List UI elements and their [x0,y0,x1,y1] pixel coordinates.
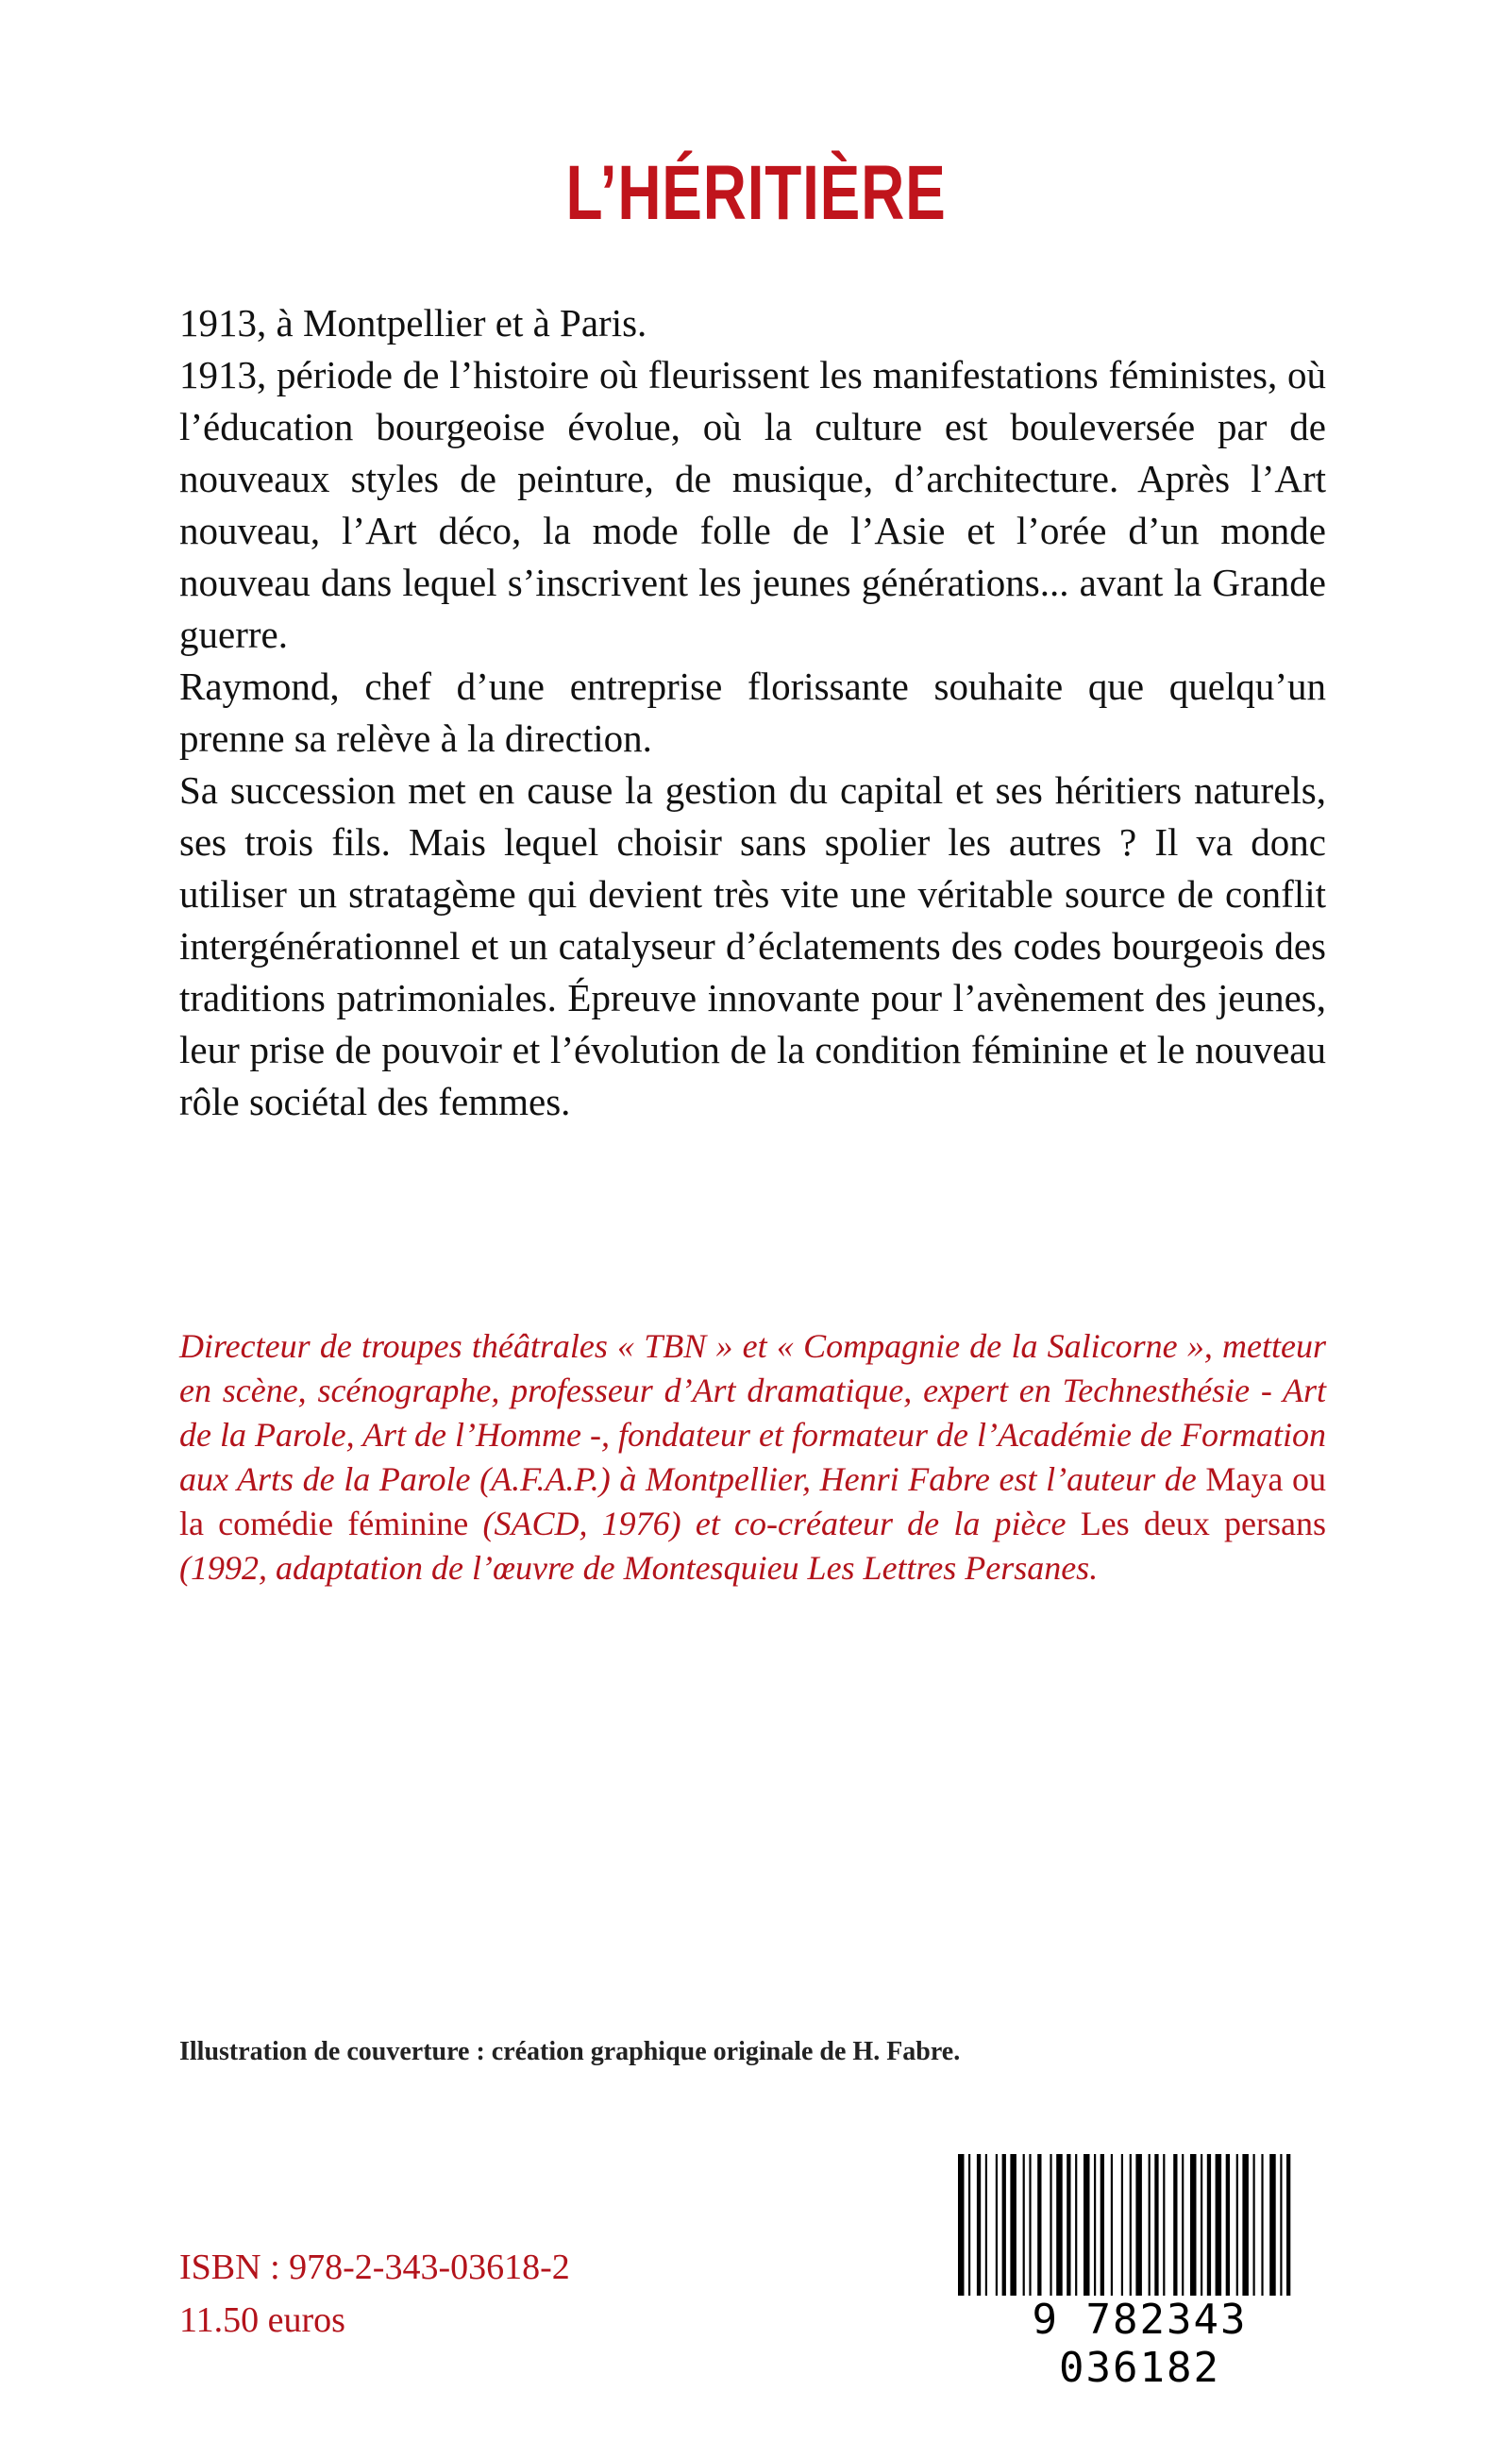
barcode-bar [1207,2154,1211,2296]
bio-text: (SACD, 1976) et co-créateur de la pièce [468,1505,1081,1542]
barcode-bar [1010,2154,1016,2296]
bio-text: (1992, adaptation de l’œuvre de Montesquieu Les Lettres Persanes. [179,1549,1099,1587]
summary-paragraph: Sa succession met en cause la gestion du capital et ses héritiers naturels, ses trois fils. Mais lequel choisir sans spolier les autres ? Il va donc utiliser un stratagème qui devient très vite une véritable source de conflit intergénérationnel et un catalyseur d’éclatements des codes bourgeois des traditions patrimoniales. Épreuve innovante pour l’avènement des jeunes, leur prise de pouvoir et l’évolution de la condition féminine et le nouveau rôle sociétal des femmes. [179,768,1326,1123]
barcode-bar [968,2154,970,2296]
barcode-bar [1163,2154,1165,2296]
summary-paragraph: 1913, à Montpellier et à Paris. [179,301,647,345]
barcode [949,2154,1331,2392]
barcode-bar [1135,2154,1142,2296]
barcode-bar [1050,2154,1051,2296]
price-label: 11.50 euros [179,2300,345,2340]
barcode-bar [977,2154,981,2296]
book-title: L’HÉRITIÈRE [565,150,947,236]
author-biography [179,1324,1326,1591]
barcode-bar [1201,2154,1202,2296]
bio-work-title: Maya ou la comédie féminine [179,1460,1326,1542]
summary-paragraph: Raymond, chef d’une entreprise florissante souhaite que quelqu’un prenne sa relève à la direction. [179,665,1326,760]
barcode-bar [1173,2154,1177,2296]
barcode-bar [1216,2154,1222,2296]
barcode-bar [1067,2154,1070,2296]
barcode-bar [1084,2154,1090,2296]
barcode-bar [1182,2154,1184,2296]
barcode-bar [1037,2154,1041,2296]
barcode-bar [1094,2154,1096,2296]
barcode-bar [1261,2154,1263,2296]
barcode-bar [1236,2154,1238,2296]
barcode-bar [1023,2154,1025,2296]
summary-paragraph: 1913, période de l’histoire où fleurissent les manifestations féministes, où l’éducation bourgeoise évolue, où la culture est bouleversée par de nouveaux styles de peinture, de musique, d’architecture. Après l’Art nouveau, l’Art déco, la mode folle de l’Asie et l’orée d’un monde nouveau dans lequel s’inscrivent les jeunes générations... avant la Grande guerre. [179,353,1326,656]
barcode-bar [1100,2154,1104,2296]
cover-illustration-credit: Illustration de couverture : création graphique originale de H. Fabre. [179,2037,961,2066]
barcode-bar [1226,2154,1230,2296]
barcode-bar [1242,2154,1249,2296]
bio-text: Directeur de troupes théâtrales « TBN » et « Compagnie de la Salicorne », metteur en scène, scénographe, professeur d’Art dramatique, expert en Technesthésie - Art de la Parole, Art de l’Homme -, fondateur et formateur de l’Académie de Formation aux Arts de la Parole (A.F.A.P.) à Montpellier, Henri Fabre est l’auteur de [179,1327,1326,1498]
barcode-bar [1190,2154,1197,2296]
barcode-bar [996,2154,998,2296]
back-cover-summary [179,297,1326,1128]
barcode-bar [958,2154,965,2296]
barcode-bar [1269,2154,1276,2296]
barcode-bar [1111,2154,1113,2296]
barcode-bar [1149,2154,1151,2296]
barcode-bar [1121,2154,1123,2296]
isbn-number: ISBN : 978-2-343-03618-2 [179,2248,570,2287]
barcode-bars [949,2154,1331,2305]
barcode-bar [1130,2154,1132,2296]
barcode-bar [1280,2154,1282,2296]
barcode-bar [1029,2154,1031,2296]
barcode-bar [1253,2154,1255,2296]
barcode-bar [1154,2154,1158,2296]
barcode-bar [985,2154,987,2296]
barcode-bar [1002,2154,1006,2296]
barcode-bar [1056,2154,1063,2296]
barcode-bar [1075,2154,1077,2296]
barcode-bar [1286,2154,1290,2296]
bio-work-title: Les deux persans [1080,1505,1327,1542]
barcode-digits: 9 782343 036182 [1032,2296,1248,2392]
